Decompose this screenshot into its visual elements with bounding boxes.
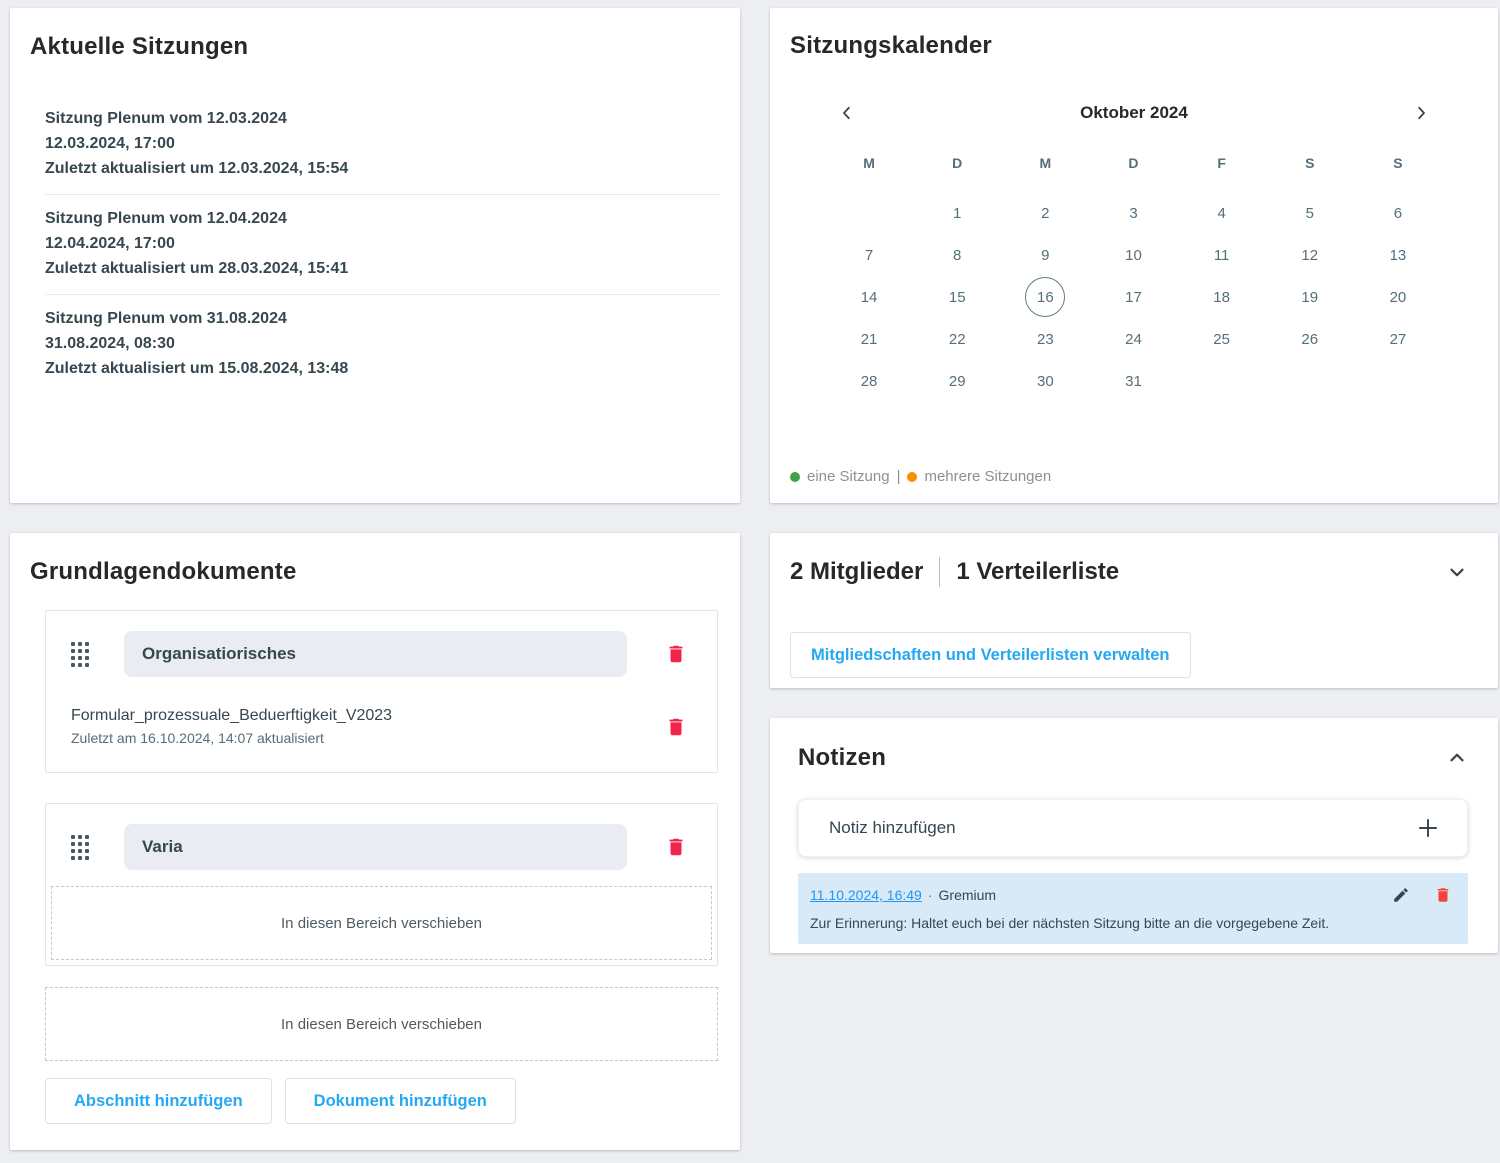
calendar-day[interactable]: 8	[953, 246, 962, 264]
notes-panel	[770, 718, 1498, 953]
add-note-button[interactable]	[798, 799, 1468, 857]
document-dropzone[interactable]: In diesen Bereich verschieben	[51, 886, 712, 960]
document-section	[45, 803, 718, 966]
trash-icon	[1434, 885, 1452, 905]
calendar-day[interactable]: 22	[948, 330, 966, 348]
calendar-day[interactable]: 6	[1393, 204, 1403, 222]
add-note-label: Notiz hinzufügen	[829, 818, 956, 837]
calendar-month-label: Oktober 2024	[1080, 103, 1188, 122]
orange-dot-icon	[907, 472, 917, 482]
calendar-day[interactable]: 26	[1301, 330, 1319, 348]
pencil-icon	[1392, 886, 1410, 904]
calendar-day-selected[interactable]: 16	[1001, 276, 1089, 318]
calendar-day-empty	[825, 192, 913, 234]
legend-separator: |	[896, 468, 901, 485]
base-documents-title: Grundlagendokumente	[30, 558, 297, 585]
meeting-list-item[interactable]	[45, 195, 720, 295]
calendar-day-empty	[1354, 360, 1442, 402]
calendar-day[interactable]: 24	[1125, 330, 1142, 348]
drag-handle-icon[interactable]	[71, 835, 89, 860]
calendar-day[interactable]: 28	[860, 372, 878, 390]
add-section-button[interactable]: Abschnitt hinzufügen	[45, 1078, 272, 1124]
green-dot-icon	[790, 472, 800, 482]
weekday-label: D	[1128, 155, 1139, 171]
delete-document-button[interactable]	[665, 715, 687, 739]
calendar-day-grid	[825, 192, 1442, 402]
calendar-nav	[834, 96, 1434, 130]
calendar-day[interactable]: 10	[1125, 246, 1142, 264]
meeting-title: Sitzung Plenum vom 12.03.2024	[45, 110, 287, 127]
meeting-title: Sitzung Plenum vom 31.08.2024	[45, 310, 287, 327]
members-panel	[770, 533, 1498, 688]
meeting-datetime: 12.03.2024, 17:00	[45, 135, 175, 152]
calendar-day-empty	[1178, 360, 1266, 402]
chevron-right-icon[interactable]	[1408, 100, 1434, 126]
calendar-day[interactable]: 17	[1125, 288, 1142, 306]
calendar-day[interactable]: 19	[1301, 288, 1319, 306]
section-dropzone[interactable]: In diesen Bereich verschieben	[45, 987, 718, 1061]
meeting-calendar-panel	[770, 8, 1498, 503]
weekday-label: M	[1039, 155, 1052, 171]
weekday-label: S	[1393, 155, 1403, 171]
calendar-day[interactable]: 30	[1037, 372, 1054, 390]
meeting-datetime: 12.04.2024, 17:00	[45, 235, 175, 252]
notes-title: Notizen	[798, 744, 887, 771]
calendar-day[interactable]: 7	[864, 246, 874, 264]
document-row[interactable]	[71, 707, 687, 746]
calendar-title: Sitzungskalender	[790, 32, 992, 59]
current-meetings-panel	[10, 8, 740, 503]
distribution-lists-count: 1 Verteilerliste	[956, 558, 1120, 585]
calendar-day[interactable]: 29	[948, 372, 966, 390]
section-name-input[interactable]	[124, 824, 627, 870]
document-section	[45, 610, 718, 773]
drag-handle-icon[interactable]	[71, 642, 89, 667]
calendar-day[interactable]: 9	[1041, 246, 1050, 264]
add-document-button[interactable]: Dokument hinzufügen	[285, 1078, 516, 1124]
legend-multiple-label: mehrere Sitzungen	[924, 468, 1052, 485]
meeting-updated: Zuletzt aktualisiert um 15.08.2024, 13:48	[45, 360, 349, 377]
meeting-list	[45, 95, 720, 394]
calendar-day[interactable]: 2	[1041, 204, 1050, 222]
meeting-updated: Zuletzt aktualisiert um 12.03.2024, 15:54	[45, 160, 349, 177]
trash-icon	[665, 835, 687, 859]
trash-icon	[665, 715, 687, 739]
plus-icon[interactable]	[1415, 815, 1441, 841]
delete-section-button[interactable]	[665, 835, 687, 859]
meeting-updated: Zuletzt aktualisiert um 28.03.2024, 15:41	[45, 260, 349, 277]
members-count: 2 Mitglieder	[790, 558, 924, 585]
delete-note-button[interactable]	[1434, 885, 1452, 905]
edit-note-button[interactable]	[1392, 886, 1410, 904]
weekday-label: S	[1305, 155, 1315, 171]
manage-memberships-button[interactable]: Mitgliedschaften und Verteilerlisten verwalten	[790, 632, 1191, 678]
note-separator: ·	[927, 887, 933, 903]
base-documents-panel	[10, 533, 740, 1150]
calendar-day[interactable]: 27	[1389, 330, 1407, 348]
meeting-datetime: 31.08.2024, 08:30	[45, 335, 175, 352]
calendar-day[interactable]: 18	[1213, 288, 1230, 306]
calendar-weekday-row	[825, 148, 1442, 178]
calendar-legend	[790, 468, 1051, 485]
document-title: Formular_prozessuale_Beduerftigkeit_V2023	[71, 707, 393, 724]
meeting-list-item[interactable]	[45, 95, 720, 195]
calendar-day[interactable]: 15	[948, 288, 966, 306]
calendar-day[interactable]: 20	[1389, 288, 1407, 306]
weekday-label: M	[863, 155, 875, 171]
calendar-day[interactable]: 13	[1389, 246, 1407, 264]
note-timestamp-link[interactable]: 11.10.2024, 16:49	[810, 887, 922, 903]
calendar-day[interactable]: 11	[1213, 246, 1230, 264]
note-text: Zur Erinnerung: Haltet euch bei der nächsten Sitzung bitte an die vorgegebene Zeit.	[810, 915, 1330, 931]
delete-section-button[interactable]	[665, 642, 687, 666]
calendar-day[interactable]: 23	[1037, 330, 1054, 348]
meeting-title: Sitzung Plenum vom 12.04.2024	[45, 210, 287, 227]
chevron-down-icon[interactable]	[1446, 561, 1468, 583]
calendar-day[interactable]: 4	[1217, 204, 1226, 222]
calendar-day-empty	[1266, 360, 1354, 402]
note-author: Gremium	[938, 887, 997, 903]
calendar-day[interactable]: 31	[1125, 372, 1142, 390]
calendar-day[interactable]: 3	[1129, 204, 1138, 222]
document-updated: Zuletzt am 16.10.2024, 14:07 aktualisiert	[71, 730, 324, 746]
weekday-label: F	[1217, 155, 1226, 171]
calendar-day[interactable]: 1	[953, 204, 962, 222]
calendar-day[interactable]: 25	[1213, 330, 1230, 348]
legend-single-label: eine Sitzung	[807, 468, 890, 485]
separator	[939, 557, 940, 587]
weekday-label: D	[952, 155, 963, 171]
chevron-left-icon[interactable]	[834, 100, 860, 126]
current-meetings-title: Aktuelle Sitzungen	[30, 33, 249, 60]
calendar-day[interactable]: 12	[1301, 246, 1319, 264]
meeting-list-item[interactable]	[45, 295, 720, 394]
trash-icon	[665, 642, 687, 666]
note-entry	[798, 873, 1468, 944]
section-name-input[interactable]	[124, 631, 627, 677]
calendar-day[interactable]: 21	[860, 330, 878, 348]
chevron-up-icon[interactable]	[1446, 747, 1468, 769]
calendar-day[interactable]: 14	[860, 288, 878, 306]
calendar-day[interactable]: 5	[1305, 204, 1314, 222]
